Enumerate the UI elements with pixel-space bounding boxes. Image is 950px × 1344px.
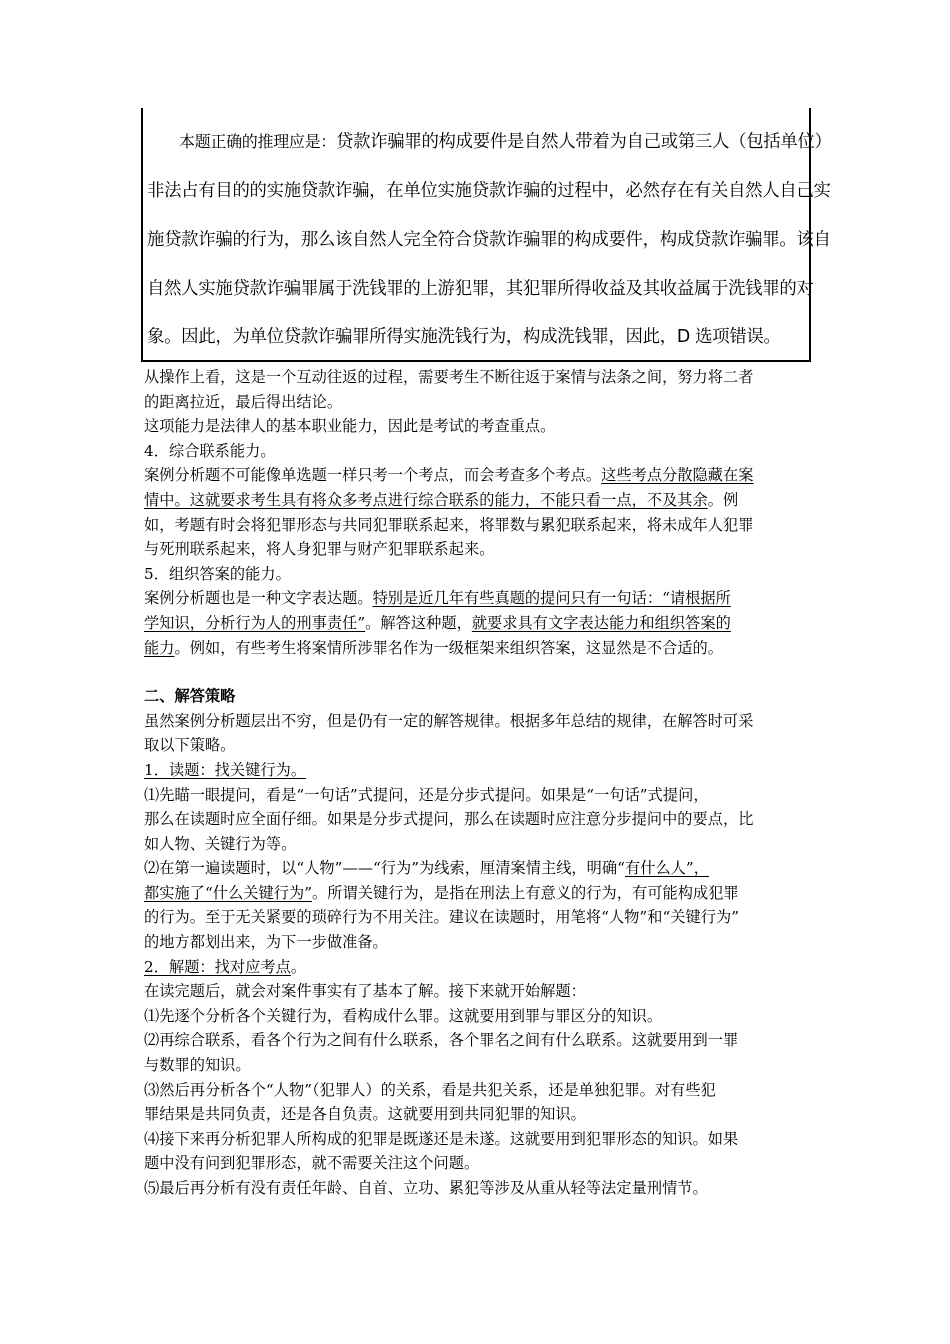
step-heading bbox=[144, 758, 814, 783]
text-line: ⑴先瞄一眼提问，看是“一句话”式提问，还是分步式提问。如果是“一句话”式提问， bbox=[144, 785, 709, 804]
underlined-text: 特别是近几年有些真题的提问只有一句话：“请根据所 bbox=[372, 589, 731, 608]
text-span: 。例 bbox=[707, 490, 739, 509]
text-line bbox=[144, 586, 814, 611]
text-span: 案例分析题不可能像单选题一样只考一个考点，而会考查多个考点。 bbox=[144, 466, 602, 485]
text-line: ⑷接下来再分析犯罪人所构成的犯罪是既遂还是未遂。这就要用到犯罪形态的知识。如果 bbox=[144, 1129, 739, 1148]
text-line bbox=[144, 881, 814, 906]
underlined-text: 这些考点分散隐藏在案 bbox=[601, 466, 754, 485]
text-line: ⑵再综合联系，看各个行为之间有什么联系，各个罪名之间有什么联系。这就要用到一罪 bbox=[144, 1031, 739, 1050]
underlined-text: 2．解题：找对应考点 bbox=[144, 957, 291, 976]
underlined-text: 学知识，分析行为人的刑事责任” bbox=[144, 613, 366, 632]
document-body bbox=[144, 365, 814, 1201]
underlined-text: 就要求具有文字表达能力和组织答案的 bbox=[471, 613, 731, 632]
text-line: ⑶然后再分析各个“人物”（犯罪人）的关系，看是共犯关系，还是单独犯罪。对有些犯 bbox=[144, 1080, 716, 1099]
text-line bbox=[144, 488, 814, 513]
underlined-text: 有什么人”， bbox=[624, 859, 709, 878]
text-span: 。例如，有些考生将案情所涉罪名作为一级框架来组织答案，这显然是不合适的。 bbox=[174, 638, 724, 657]
box-line-lead: 本题正确的推理应是： bbox=[179, 132, 337, 151]
underlined-text: 都实施了“什么关键行为” bbox=[144, 883, 313, 902]
text-line: 如人物、关键行为等。 bbox=[144, 834, 297, 853]
underlined-text: 1．读题：找关键行为。 bbox=[144, 760, 307, 779]
step-heading bbox=[144, 955, 814, 980]
underlined-text: 情中。这就要求考生具有将众多考点进行综合联系的能力，不能只看一点，不及其余 bbox=[144, 490, 708, 509]
text-line: 的行为。至于无关紧要的琐碎行为不用关注。建议在读题时，用笔将“人物”和“关键行为” bbox=[144, 908, 740, 927]
text-line: 取以下策略。 bbox=[144, 736, 236, 755]
text-line: ⑸最后再分析有没有责任年龄、自首、立功、累犯等涉及从重从轻等法定量刑情节。 bbox=[144, 1179, 708, 1197]
text-line bbox=[144, 463, 814, 488]
text-line: 这项能力是法律人的基本职业能力，因此是考试的考查重点。 bbox=[144, 417, 556, 436]
text-line: ⑴先逐个分析各个关键行为，看构成什么罪。这就要用到罪与罪区分的知识。 bbox=[144, 1006, 663, 1025]
answer-explanation-box bbox=[141, 108, 832, 362]
box-line-text: 贷款诈骗罪的构成要件是自然人带着为自己或第三人（包括单位） bbox=[336, 132, 832, 152]
text-span: 。 bbox=[290, 957, 307, 976]
text-line: 虽然案例分析题层出不穷，但是仍有一定的解答规律。根据多年总结的规律，在解答时可采 bbox=[144, 711, 754, 730]
text-span: 。解答这种题， bbox=[365, 613, 472, 632]
subheading: 5．组织答案的能力。 bbox=[144, 564, 291, 583]
box-line bbox=[179, 118, 832, 167]
text-line: 的地方都划出来，为下一步做准备。 bbox=[144, 933, 388, 952]
spacer bbox=[144, 660, 814, 684]
text-line: 那么在读题时应全面仔细。如果是分步式提问，那么在读题时应注意分步提问中的要点，比 bbox=[144, 810, 754, 829]
text-line: 如，考题有时会将犯罪形态与共同犯罪联系起来，将罪数与累犯联系起来，将未成年人犯罪 bbox=[144, 515, 754, 534]
box-line: 象。因此，为单位贷款诈骗罪所得实施洗钱行为，构成洗钱罪，因此，D 选项错误。 bbox=[147, 327, 781, 347]
text-line: 从操作上看，这是一个互动往返的过程，需要考生不断往返于案情与法条之间，努力将二者 bbox=[144, 368, 754, 386]
text-line bbox=[144, 856, 814, 881]
text-line: 的距离拉近，最后得出结论。 bbox=[144, 392, 343, 411]
box-line: 自然人实施贷款诈骗罪属于洗钱罪的上游犯罪，其犯罪所得收益及其收益属于洗钱罪的对 bbox=[147, 279, 814, 299]
text-span: ⑵在第一遍读题时，以“人物”——“行为”为线索，厘清案情主线，明确“ bbox=[144, 859, 625, 878]
text-line: 罪结果是共同负责，还是各自负责。这就要用到共同犯罪的知识。 bbox=[144, 1105, 586, 1124]
text-span: 。所谓关键行为，是指在刑法上有意义的行为，有可能构成犯罪 bbox=[312, 883, 739, 902]
underlined-text: 能力 bbox=[144, 638, 175, 657]
text-line: 题中没有问到犯罪形态，就不需要关注这个问题。 bbox=[144, 1154, 480, 1173]
text-line: 在读完题后，就会对案件事实有了基本了解。接下来就开始解题： bbox=[144, 982, 586, 1001]
box-line: 非法占有目的的实施贷款诈骗，在单位实施贷款诈骗的过程中，必然存在有关自然人自己实 bbox=[147, 181, 831, 201]
text-line: 与数罪的知识。 bbox=[144, 1056, 251, 1075]
text-span: 案例分析题也是一种文字表达题。 bbox=[144, 589, 373, 608]
text-line bbox=[144, 611, 814, 636]
text-line: 与死刑联系起来，将人身犯罪与财产犯罪联系起来。 bbox=[144, 540, 495, 559]
text-line bbox=[144, 636, 814, 661]
section-heading: 二、解答策略 bbox=[144, 687, 236, 706]
box-line: 施贷款诈骗的行为，那么该自然人完全符合贷款诈骗罪的构成要件，构成贷款诈骗罪。该自 bbox=[147, 230, 831, 250]
subheading: 4．综合联系能力。 bbox=[144, 441, 276, 460]
